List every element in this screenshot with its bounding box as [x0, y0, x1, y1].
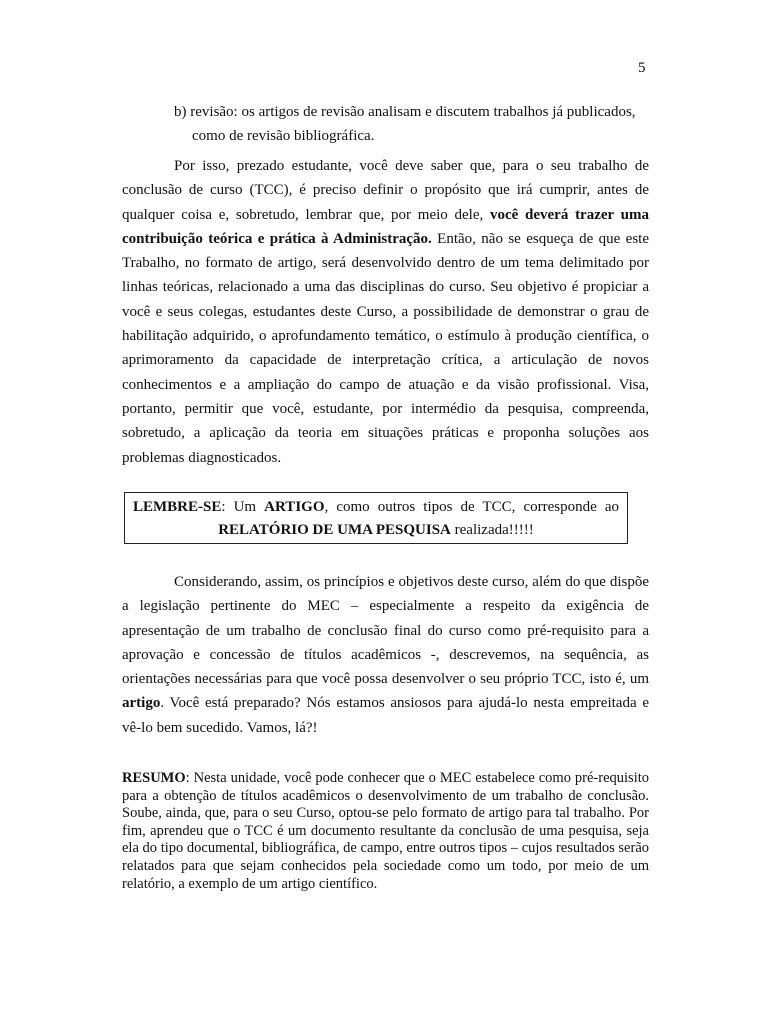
summary-label: RESUMO [122, 770, 186, 786]
paragraph1-text-b: Então, não se esqueça de que este Trabalho, no formato de artigo, será desenvolvido dentro de um tema delimitado por linhas teóricas, relacionado a uma das disciplinas do curso. Seu objetivo é propiciar a você e seus colegas, estudantes deste Curso, a possibilidade de demonstrar o grau de habilitação adquirido, o aprofundamento temático, o estímulo à produção científica, o aprimoramento da capacidade de interpretação crítica, a articulação de novos conhecimentos e a ampliação do campo de atuação e da visão profissional. Visa, portanto, permitir que você, estudante, por intermédio da pesquisa, compreenda, sobretudo, a aplicação da teoria em situações práticas e proponha soluções aos problemas diagnosticados. [122, 230, 649, 466]
page-number: 5 [638, 60, 646, 76]
paragraph2-text-a: Considerando, assim, os princípios e objetivos deste curso, além do que dispõe a legislação pertinente do MEC – especialmente a respeito da exigência de apresentação de um trabalho de conclusão final do curso como pré-requisito para a aprovação e concessão de títulos acadêmicos -, descrevemos, na sequência, as orientações necessárias para que você possa desenvolver o seu próprio TCC, isto é, um [122, 574, 649, 688]
paragraph-considerations [122, 570, 649, 740]
paragraph2-text-b: . Você está preparado? Nós estamos ansiosos para ajudá-lo nesta empreitada e vê-lo bem sucedido. Vamos, lá?! [122, 695, 649, 736]
remember-box-line1 [133, 496, 619, 519]
remember-box-line2 [133, 519, 619, 542]
list-item-b-line2: como de revisão bibliográfica. [192, 128, 375, 144]
remember-relatorio: RELATÓRIO DE UMA PESQUISA [218, 522, 451, 538]
paragraph1-emphasis: você deverá trazer uma contribuição teórica e prática à Administração. [122, 206, 649, 247]
list-item-b [174, 100, 664, 148]
remember-text-3: realizada!!!!! [450, 522, 534, 538]
remember-text-2: , como outros tipos de TCC, corresponde ao [324, 499, 620, 515]
remember-label: LEMBRE-SE [133, 499, 222, 515]
remember-artigo: ARTIGO [264, 499, 325, 515]
summary-paragraph [122, 770, 649, 893]
paragraph2-emphasis: artigo [122, 695, 161, 712]
remember-text-1: : Um [221, 499, 265, 515]
remember-box [124, 492, 628, 544]
paragraph1-text-a: Por isso, prezado estudante, você deve saber que, para o seu trabalho de conclusão de curso (TCC), é preciso definir o propósito que irá cumprir, antes de qualquer coisa e, sobretudo, lembrar que, por meio dele, [122, 158, 649, 223]
paragraph-tcc-purpose [122, 154, 649, 470]
summary-text: : Nesta unidade, você pode conhecer que o MEC estabelece como pré-requisito para a obtenção de títulos acadêmicos o desenvolvimento de um trabalho de conclusão. Soube, ainda, que, para o seu Curso, optou-se pelo formato de artigo para tal trabalho. Por fim, aprendeu que o TCC é um documento resultante da conclusão de uma pesquisa, seja ela do tipo documental, bibliográfica, de campo, entre outros tipos – cujos resultados serão relatados para que sejam conhecidos pela sociedade como um todo, por meio de um relatório, a exemplo de um artigo científico. [122, 770, 649, 892]
list-item-b-line1: b) revisão: os artigos de revisão analisam e discutem trabalhos já publicados, [174, 104, 636, 120]
